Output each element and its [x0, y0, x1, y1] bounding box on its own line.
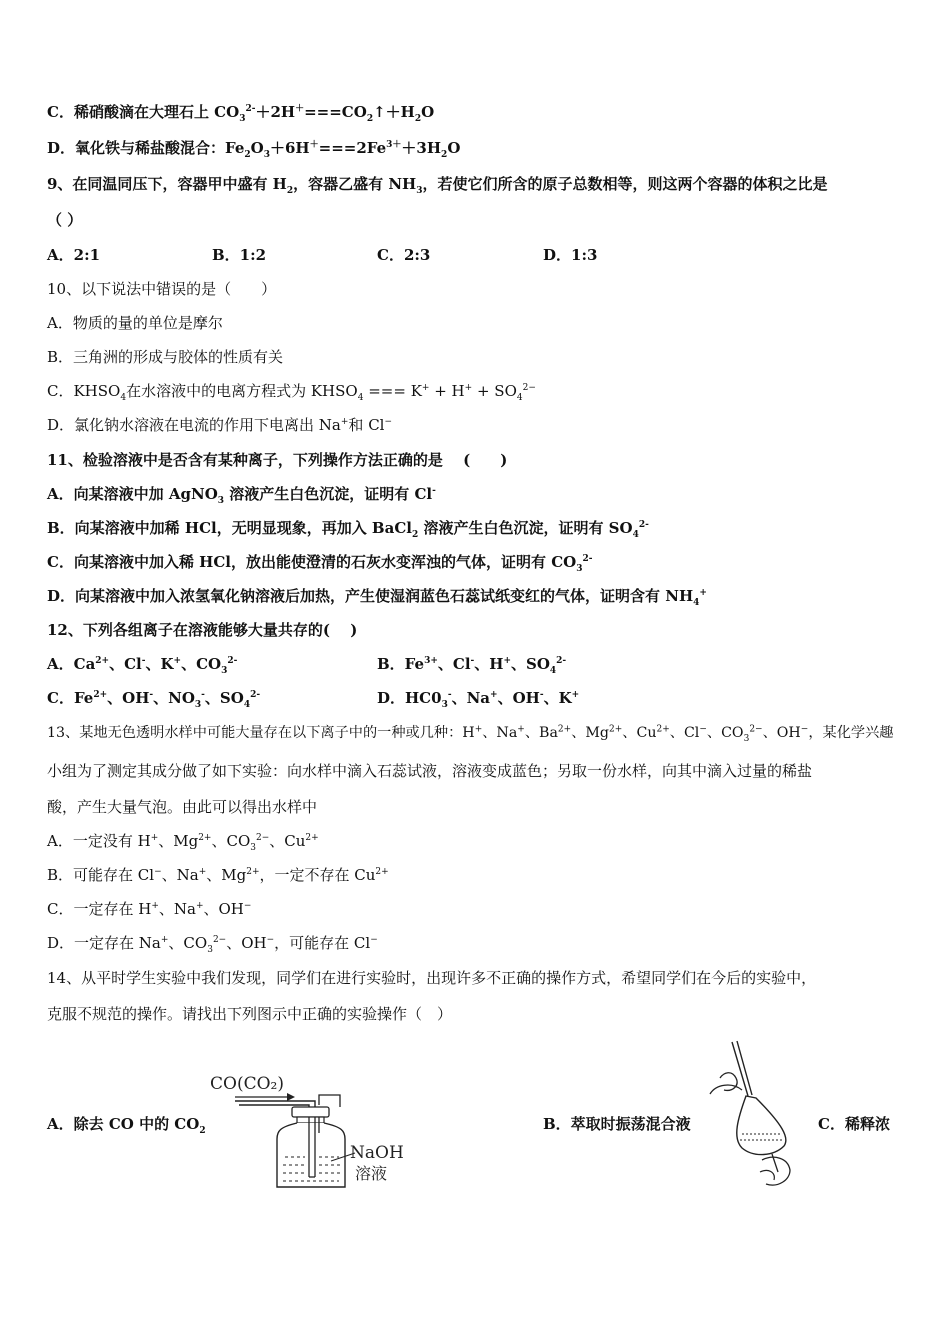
- q11-option-b: B．向某溶液中加稀 HCl，无明显现象，再加入 BaCl$_2$ 溶液产生白色沉淀，证明有 $SO_4^{2-}$: [47, 519, 649, 540]
- q13-option-c: C．一定存在 H+、Na+、OH−: [47, 900, 252, 918]
- q13-stem-line3: 酸，产生大量气泡。由此可以得出水样中: [47, 798, 318, 816]
- q13-stem-line2: 小组为了测定其成分做了如下实验：向水样中滴入石蕊试液，溶液变成蓝色；另取一份水样，向其中滴入过量的稀盐: [47, 762, 813, 780]
- q9-option-a: A．2:1: [47, 246, 101, 264]
- q14-option-a: A．除去 CO 中的 $CO_2$: [47, 1115, 206, 1136]
- q12-option-a: A．$Ca^{2+}$、Cl-、K+、$CO_3^{2-}$: [47, 655, 238, 676]
- figure-gas-label: CO(CO₂): [210, 1074, 284, 1094]
- q13-stem-line1: 13、某地无色透明水样中可能大量存在以下离子中的一种或几种：H+、Na+、$Ba^{2+}$、$Mg^{2+}$、$Cu^{2+}$、Cl−、$CO_3^{2-}$、OH−，某化学兴趣: [47, 724, 894, 744]
- q10-option-a: A．物质的量的单位是摩尔: [47, 314, 223, 332]
- q12-stem: 12、下列各组离子在溶液能够大量共存的( ): [47, 621, 358, 639]
- figure-naoh-label: NaOH: [350, 1143, 404, 1163]
- q14-option-b: B．萃取时振荡混合液: [543, 1115, 691, 1133]
- q8-option-d: D．氧化铁与稀盐酸混合：$Fe_2O_3+6H^+===2Fe^{3+}+3H_2O$: [47, 139, 461, 160]
- q14-stem-line1: 14、从平时学生实验中我们发现，同学们在进行实验时，出现许多不正确的操作方式，希望同学们在今后的实验中，: [47, 969, 817, 987]
- q10-option-b: B．三角洲的形成与胶体的性质有关: [47, 348, 284, 366]
- separatory-funnel-figure: [702, 1038, 802, 1193]
- q13-option-b: B．可能存在 Cl−、Na+、$Mg^{2+}$，一定不存在 $Cu^{2+}$: [47, 866, 389, 884]
- q10-option-d: D．氯化钠水溶液在电流的作用下电离出 Na+和 Cl−: [47, 416, 393, 434]
- q9-option-d: D．1:3: [543, 246, 598, 264]
- q14-stem-line2: 克服不规范的操作。请找出下列图示中正确的实验操作（ ）: [47, 1005, 453, 1023]
- q9-option-b: B．1:2: [212, 246, 267, 264]
- q13-option-a: A．一定没有 H+、$Mg^{2+}$、$CO_3^{2-}$、$Cu^{2+}$: [47, 832, 319, 853]
- figure-solution-label: 溶液: [355, 1164, 388, 1183]
- q8-option-c: C．稀硝酸滴在大理石上 $CO_3^{2-}+2H^+===CO_2↑+H_2O$: [47, 103, 435, 124]
- q12-option-d: D．$HC0_3^-$、Na+、OH-、K+: [377, 689, 580, 710]
- q11-option-d: D．向某溶液中加入浓氢氧化钠溶液后加热，产生使湿润蓝色石蕊试纸变红的气体，证明含有 $NH_4^+$: [47, 587, 707, 608]
- q10-stem: 10、以下说法中错误的是（ ）: [47, 280, 277, 298]
- q9-option-c: C．2:3: [377, 246, 431, 264]
- q12-option-b: B．$Fe^{3+}$、Cl-、H+、$SO_4^{2-}$: [377, 655, 567, 676]
- q10-option-c: C．$KHSO_4$在水溶液中的电离方程式为 $KHSO_4$ === $K^+ + H^+ + SO_4^{2-}$: [47, 382, 536, 403]
- q13-option-d: D．一定存在 Na+、$CO_3^{2-}$、OH−，可能存在 Cl−: [47, 934, 378, 955]
- q11-stem: 11、检验溶液中是否含有某种离子，下列操作方法正确的是 ( ): [47, 451, 508, 469]
- q11-option-a: A．向某溶液中加 AgNO$_3$ 溶液产生白色沉淀，证明有 Cl-: [47, 485, 436, 506]
- q11-option-c: C．向某溶液中加入稀 HCl，放出能使澄清的石灰水变浑浊的气体，证明有 $CO_3^{2-}$: [47, 553, 593, 574]
- gas-washing-bottle-figure: [205, 1065, 425, 1195]
- q9-answer-paren: （ ）: [47, 211, 83, 229]
- q12-option-c: C．$Fe^{2+}$、OH-、$NO_3^-$、$SO_4^{2-}$: [47, 689, 261, 710]
- q9-stem: 9、在同温同压下，容器甲中盛有 $H_2$，容器乙盛有 $NH_3$，若使它们所含的原子总数相等，则这两个容器的体积之比是: [47, 175, 828, 196]
- q14-option-c: C．稀释浓: [818, 1115, 890, 1133]
